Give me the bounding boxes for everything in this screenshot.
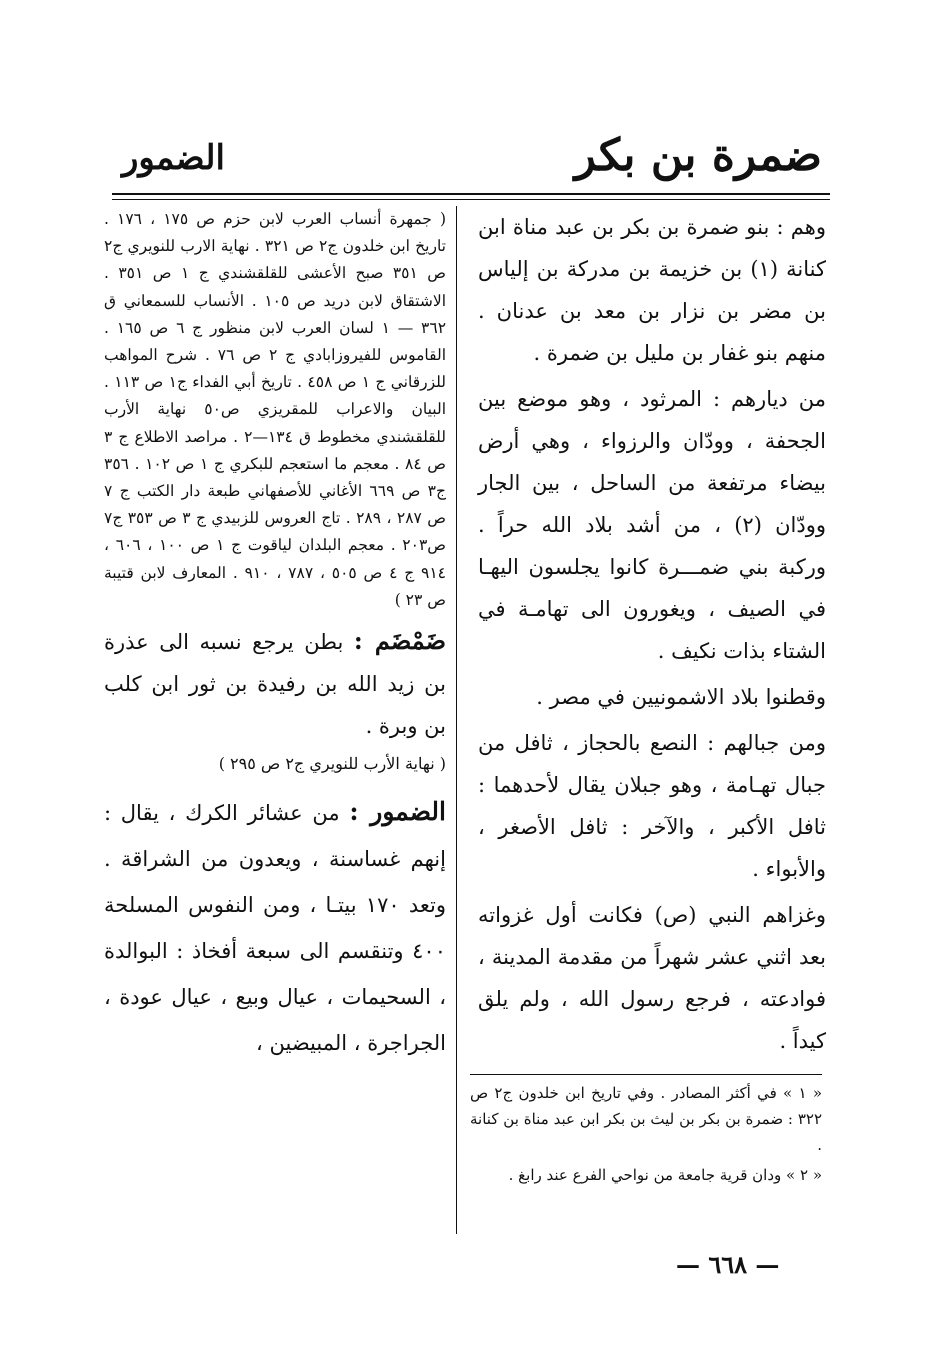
page-number: — ٦٦٨ — [676, 1250, 780, 1279]
paragraph-egypt: وقطنوا بلاد الاشمونيين في مصر . [536, 685, 826, 709]
paragraph-raid: وغزاهم النبي (ص) فكانت أول غزواته بعد اثني عشر شهراً من مقدمة المدينة ، فوادعته ، فرجع رسول الله ، ولم يلق كيداً . [478, 903, 826, 1053]
running-header-left: الضمور [122, 138, 225, 178]
entry-dhumur [104, 789, 446, 1066]
left-column [104, 206, 446, 1066]
entry-dhumur-text: من عشائر الكرك ، يقال : إنهم غساسنة ، ويعدون من الشراقة . وتعد ١٧٠ بيتـا ، ومن النفوس المسلحة ٤٠٠ وتنقسم الى سبعة أفخاذ : البوالدة ، السحيمات ، عيال وبيع ، عيال عودة ، الجراجرة ، المبيضين ، [104, 801, 446, 1056]
footnotes [470, 1080, 822, 1192]
references-block: ( جمهرة أنساب العرب لابن حزم ص ١٧٥ ، ١٧٦ . تاريخ ابن خلدون ج٢ ص ٣٢١ . نهاية الارب للنويري ج٢ ص ٣٥١ صبح الأعشى للقلقشندي ج ١ ص ٣٥١ . الاشتقاق لابن دريد ص ١٠٥ . الأنساب للسمعاني ق ٣٦٢ — ١ لسان العرب لابن منظور ج ٦ ص ١٦٥ . القاموس للفيروزابادي ج ٢ ص ٧٦ . شرح المواهب للزرقاني ج ١ ص ٤٥٨ . تاريخ أبي الفداء ج١ ص ١١٣ . البيان والاعراب للمقريزي ص٥٠ نهاية الأرب للقلقشندي مخطوط ق ١٣٤—٢ . مراصد الاطلاع ج ٣ ص ٨٤ . معجم ما استعجم للبكري ج ١ ص ١٠٢ . ٣٥٦ ج٣ ص ٦٦٩ الأغاني للأصفهاني طبعة دار الكتب ج ٧ ص ٢٨٧ ، ٢٨٩ . تاج العروس للزبيدي ج ٣ ص ٣٥٣ ج٧ ص٢٠٣ . معجم البلدان لياقوت ج ١ ص ١٠٠ ، ٦٠٦ ، ٩١٤ ج ٤ ص ٥٠٥ ، ٧٨٧ ، ٩١٠ . المعارف لابن قتيبة ص ٢٣ ) [104, 210, 447, 609]
entry-dhamdham-reference: ( نهاية الأرب للنويري ج٢ ص ٢٩٥ ) [218, 754, 446, 774]
header-rule [112, 193, 830, 195]
footnote-2: « ٢ » ودان قرية جامعة من نواحي الفرع عند رابغ . [508, 1166, 822, 1184]
entry-dhamdham [104, 620, 446, 747]
footnote-1: « ١ » في أكثر المصادر . وفي تاريخ ابن خلدون ج٢ ص ٣٢٢ : ضمرة بن بكر بن ليث بن بكر ابن عبد مناة بن كنانة . [470, 1084, 823, 1154]
entry-dhamdham-head: ضَمْضَم : [353, 626, 446, 656]
right-column [478, 206, 826, 1066]
running-header-right: ضمرة بن بكر [574, 130, 822, 181]
entry-dhamdham-text: بطن يرجع نسبه الى عذرة بن زيد الله بن رفيدة بن ثور ابن كلب بن وبرة . [104, 630, 446, 739]
column-divider [456, 206, 457, 1234]
paragraph-mountains: ومن جبالهم : النصع بالحجاز ، ثافل من جبال تهـامة ، وهو جبلان يقال لأحدهما : ثافل الأكبر ، والآخر : ثافل الأصغر ، والأبواء . [478, 731, 826, 881]
paragraph-lineage: وهم : بنو ضمرة بن بكر بن عبد مناة ابن كنانة (١) بن خزيمة بن مدركة بن إلياس بن مضر بن نزار بن معد بن عدنان . منهم بنو غفار بن مليل بن ضمرة . [478, 215, 826, 365]
footnote-rule [470, 1074, 822, 1075]
header-rule-thin [112, 199, 830, 200]
entry-dhumur-head: الضمور : [349, 797, 446, 827]
paragraph-territories: من ديارهم : المرثود ، وهو موضع بين الجحفة ، وودّان والرزواء ، وهي أرض بيضاء مرتفعة من الساحل ، بين الجار وودّان (٢) ، من أشد بلاد الله حراً . وركبة بني ضمـــرة كانوا يجلسون اليهـا في الصيف ، ويغورون الى تهامـة في الشتاء بذات نكيف . [478, 387, 827, 663]
